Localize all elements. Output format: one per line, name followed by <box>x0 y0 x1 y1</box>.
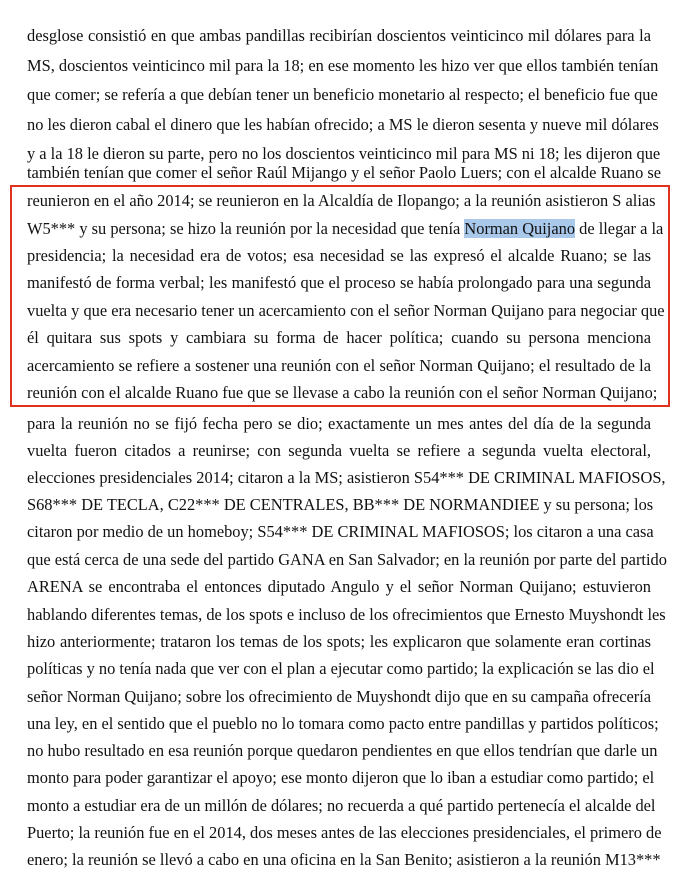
text-line-17: elecciones presidenciales 2014; citaron a la MS; asistieron S54*** DE CRIMINAL MAFIOSOS, <box>27 468 666 487</box>
text-line-29: monto a estudiar era de un millón de dólares; no recuerda a qué partido pertenecía el alcalde del <box>27 796 656 815</box>
text-line-24: políticas y no tenía nada que ver con el plan a ejecutar como partido; la explicación se las dio el <box>27 659 655 678</box>
text-line-8 <box>27 216 664 242</box>
text-line-18: S68*** DE TECLA, C22*** DE CENTRALES, BB*** DE NORMANDIEE y su persona; los <box>27 495 654 514</box>
text-line-10: manifestó de forma verbal; les manifestó que el proceso se había prolongado para una segunda <box>27 273 651 292</box>
text-line-1: desglose consistió en que ambas pandillas recibirían doscientos veinticinco mil dólares para la <box>27 26 651 45</box>
text-line-3: que comer; se refería a que debían tener un beneficio monetario al respecto; el beneficio fue que <box>27 85 658 104</box>
text-line-26: una ley, en el sentido que el pueblo no lo tomara como pacto entre pandillas y partidos políticos; <box>27 714 659 733</box>
text-line-16: vuelta fueron citados a reunirse; con segunda vuelta se refiere a segunda vuelta electoral, <box>27 441 651 460</box>
text-line-7: reunieron en el año 2014; se reunieron en la Alcaldía de Ilopango; a la reunión asistieron S alias <box>27 191 656 210</box>
text-line-20: que está cerca de una sede del partido GANA en San Salvador; en la reunión por parte del partido <box>27 550 667 569</box>
text-line-14: reunión con el alcalde Ruano fue que se llevase a cabo la reunión con el señor Norman Quijano; <box>27 383 658 402</box>
text-line-25: señor Norman Quijano; sobre los ofrecimiento de Muyshondt dijo que en su campaña ofrecería <box>27 687 652 706</box>
text-line-23: hizo anteriormente; trataron los temas de los spots; les explicaron que solamente eran cortinas <box>27 632 651 651</box>
text-line-30: Puerto; la reunión fue en el 2014, dos meses antes de las elecciones presidenciales, el primero de <box>27 823 662 842</box>
text-line-21: ARENA se encontraba el entonces diputado Angulo y el señor Norman Quijano; estuvieron <box>27 577 651 596</box>
text-line-13: acercamiento se refiere a sostener una reunión con el señor Norman Quijano; el resultado de la <box>27 356 651 375</box>
text-line-6: también tenían que comer el señor Raúl Mijango y el señor Paolo Luers; con el alcalde Ruano se <box>27 163 662 182</box>
text-line-12: él quitara sus spots y cambiara su forma de hacer política; cuando su persona menciona <box>27 328 651 347</box>
text-line-8-before: W5*** y su persona; se hizo la reunión por la necesidad que tenía <box>27 219 465 238</box>
text-line-8-after: de llegar a la <box>575 219 664 238</box>
text-line-28: monto para poder garantizar el apoyo; ese monto dijeron que lo iban a estudiar como partido; el <box>27 768 655 787</box>
text-line-22: hablando diferentes temas, de los spots e incluso de los ofrecimientos que Ernesto Muyshondt les <box>27 605 666 624</box>
text-line-15: para la reunión no se fijó fecha pero se dio; exactamente un mes antes del día de la segunda <box>27 414 651 433</box>
text-line-5: y a la 18 le dieron su parte, pero no los doscientos veinticinco mil para MS ni 18; les dijeron que <box>27 144 661 163</box>
text-line-31: enero; la reunión se llevó a cabo en una oficina en la San Benito; asistieron a la reunión M13*** <box>27 850 661 869</box>
text-line-27: no hubo resultado en esa reunión porque quedaron pendientes en que ellos tendrían que darle un <box>27 741 658 760</box>
highlighted-name[interactable]: Norman Quijano <box>464 219 576 238</box>
text-line-9: presidencia; la necesidad era de votos; esa necesidad se las expresó el alcalde Ruano; se las <box>27 246 651 265</box>
text-line-19: citaron por medio de un homeboy; S54*** DE CRIMINAL MAFIOSOS; los citaron a una casa <box>27 522 654 541</box>
text-line-4: no les dieron cabal el dinero que les habían ofrecido; a MS le dieron sesenta y nueve mil dólares <box>27 115 659 134</box>
text-line-11: vuelta y que era necesario tener un acercamiento con el señor Norman Quijano para negociar que <box>27 301 665 320</box>
text-line-2: MS, doscientos veinticinco mil para la 18; en ese momento les hizo ver que ellos también tenían <box>27 56 659 75</box>
